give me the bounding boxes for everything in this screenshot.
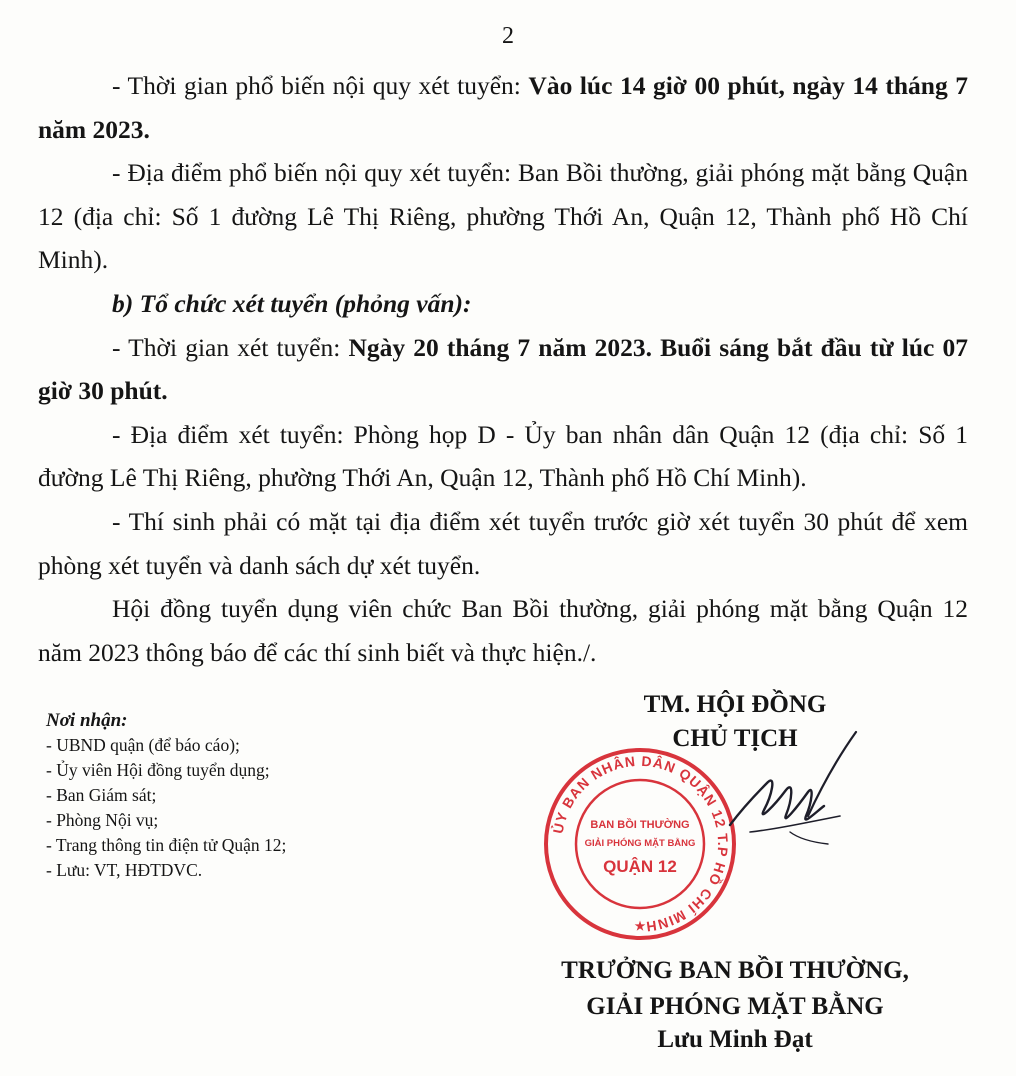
signature-position-line: CHỦ TỊCH: [672, 725, 798, 752]
signer-name: Lưu Minh Đạt: [657, 1026, 813, 1053]
bold-text-run: Vào lúc 14 giờ 00 phút, ngày 14 tháng 7 năm 2023.: [38, 71, 968, 144]
svg-text:BAN BỒI THƯỜNG: BAN BỒI THƯỜNG: [590, 819, 690, 831]
recipients-list: [46, 733, 426, 883]
recipient-item: - Trang thông tin điện tử Quận 12;: [46, 835, 287, 855]
text-run: - Địa điểm xét tuyển: Phòng họp D - Ủy ban nhân dân Quận 12 (địa chỉ: Số 1 đường Lê Thị Riêng, phường Thới An, Quận 12, Thành phố Hồ Chí Minh).: [38, 419, 968, 493]
svg-text:QUẬN 12: QUẬN 12: [603, 857, 677, 876]
page-number: 2: [502, 23, 514, 49]
svg-text:GIẢI PHÓNG MẶT BẰNG: GIẢI PHÓNG MẶT BẰNG: [584, 838, 696, 849]
signature-block: [500, 690, 970, 1070]
svg-text:ỦY BAN NHÂN DÂN QUẬN 12 T.P HỒ: ỦY BAN NHÂN DÂN QUẬN 12 T.P HỒ CHÍ MINH: [549, 752, 732, 935]
body-paragraph: [38, 587, 968, 674]
text-run: Hội đồng tuyển dụng viên chức Ban Bồi thường, giải phóng mặt bằng Quận 12 năm 2023 thông báo để các thí sinh biết và thực hiện./.: [38, 594, 968, 667]
text-run: - Thí sinh phải có mặt tại địa điểm xét tuyển trước giờ xét tuyển 30 phút để xem phòng xét tuyển và danh sách dự xét tuyển.: [38, 506, 968, 580]
bold-text-run: Ngày 20 tháng 7 năm 2023. Buổi sáng bắt đầu từ lúc 07 giờ 30 phút.: [38, 332, 968, 406]
document-body: [38, 64, 968, 674]
signer-title-line1: TRƯỞNG BAN BỒI THƯỜNG,: [561, 957, 909, 984]
recipient-item: - Ủy viên Hội đồng tuyển dụng;: [46, 760, 270, 780]
handwritten-signature: [690, 720, 870, 870]
text-run: - Thời gian phổ biến nội quy xét tuyển:: [112, 71, 529, 100]
section-heading: b) Tổ chức xét tuyển (phỏng vấn):: [112, 288, 472, 318]
body-paragraph: [38, 151, 968, 282]
signature-role-line: TM. HỘI ĐỒNG: [643, 691, 827, 718]
recipient-item: - Ban Giám sát;: [46, 785, 157, 805]
recipient-item: - UBND quận (để báo cáo);: [46, 735, 240, 755]
body-paragraph: [38, 326, 968, 413]
text-run: - Địa điểm phổ biến nội quy xét tuyển: Ban Bồi thường, giải phóng mặt bằng Quận 12 (địa chỉ: Số 1 đường Lê Thị Riêng, phường Thới An, Quận 12, Thành phố Hồ Chí Minh).: [38, 158, 968, 275]
body-paragraph: [38, 64, 968, 151]
recipient-item: - Lưu: VT, HĐTDVC.: [46, 860, 203, 880]
signer-title-line2: GIẢI PHÓNG MẶT BẰNG: [586, 993, 884, 1020]
svg-text:★: ★: [634, 919, 646, 933]
recipients-title: Nơi nhận:: [46, 710, 128, 731]
recipients-block: [46, 708, 426, 883]
body-paragraph: [38, 413, 968, 500]
text-run: - Thời gian xét tuyển:: [112, 332, 349, 362]
body-paragraph: [38, 500, 968, 587]
recipient-item: - Phòng Nội vụ;: [46, 810, 159, 830]
